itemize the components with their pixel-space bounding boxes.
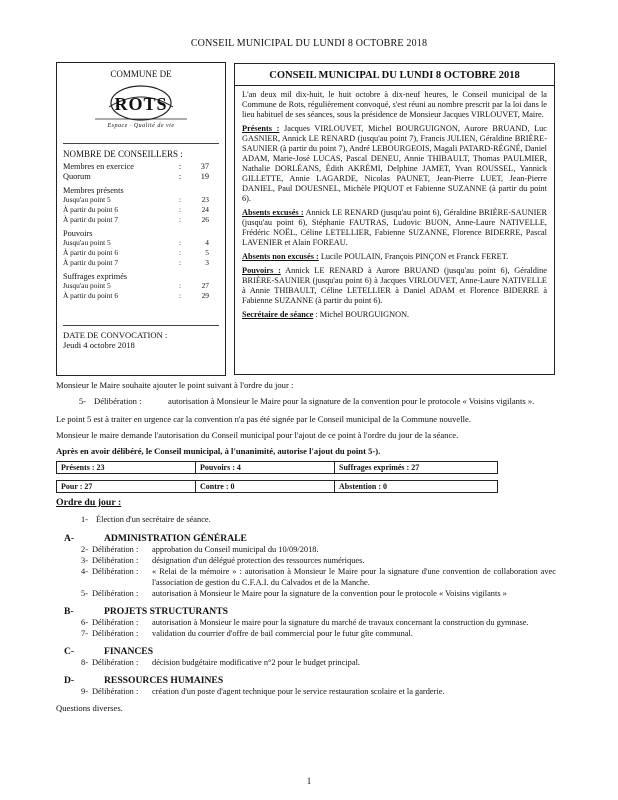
odj-item [70,544,556,555]
suffrages-colon: : [178,291,182,300]
main-body [56,380,556,714]
presents-row [63,205,219,215]
nombre-title: NOMBRE DE CONSEILLERS : [63,149,183,159]
secretaire-label: Secrétaire de séance [242,310,314,319]
vote-presents: Présents : 23 [57,462,196,474]
suffrages-row [63,281,219,291]
vote-pouvoirs: Pouvoirs : 4 [196,462,335,474]
odj-title: Ordre du jour : [56,497,122,508]
odj-text: autorisation à Monsieur le Maire pour la signature de la convention pour le protocole « Voisins vigilants » [152,589,507,598]
odj-num: 5- [81,589,88,598]
added-key: Délibération : [94,396,142,406]
quorum-value: 19 [200,172,209,181]
svg-text:ROTS: ROTS [114,94,168,114]
pouvoirs-value: 5 [205,248,209,257]
presents-value: 26 [201,215,209,224]
pouvoirs-label: À partir du point 6 [63,248,119,257]
odj-section [56,675,556,697]
section-title [56,675,556,686]
vote-abstention: Abstention : 0 [335,481,498,493]
section-title [56,646,556,657]
odj-num: 7- [81,629,88,638]
odj-text: décision budgétaire modificative n°2 pour le budget principal. [152,658,361,667]
pouvoirs-value: 4 [205,238,209,247]
section-title [56,533,556,544]
quorum-row: Quorum : 19 [63,172,219,182]
pouvoirs-text: Annick LE RENARD à Aurore BRUAND (jusqu'au point 6), Géraldine BRIÈRE-SAUNIER (jusqu'au point 6) à Jacques VIRLOUVET, Anne-Laure NATIVELLE à Annie THIBAULT, Céline LETELLIER à Daniel ADAM et Florence BIDERRE à Fabienne SUZANNE (à partir du point 6). [242,266,547,305]
odj-num: 4- [81,567,88,576]
pouvoirs-title: Pouvoirs [63,229,93,238]
section-letter: A- [64,533,75,544]
vote-contre: Contre : 0 [196,481,335,493]
membres-exercice-label: Membres en exercice [63,162,134,171]
odj-section [56,533,556,599]
odj-item [70,657,556,668]
odj-text: validation du courrier d'offre de bail commercial pour le futur gîte communal. [152,629,413,638]
suffrages-value: 27 [201,281,209,290]
suffrages-colon: : [178,281,182,290]
quorum-label: Quorum [63,172,91,181]
section-name: FINANCES [104,646,154,657]
questions-diverses: Questions diverses. [56,703,123,713]
pouvoirs-row [63,258,219,268]
convocation-section [63,330,219,350]
presents-value: 24 [201,205,209,214]
odj-item [70,617,556,628]
convocation-date: Jeudi 4 octobre 2018 [63,340,135,350]
presents-label: Jusqu'au point 5 [63,195,111,204]
odj-item [70,628,556,639]
vote-suffrages: Suffrages exprimés : 27 [335,462,498,474]
pouvoirs-colon: : [178,258,182,267]
secretaire-text: : Michel BOURGUIGNON. [313,310,410,319]
paragraph-4: Après en avoir délibéré, le Conseil municipal, à l'unanimité, autorise l'ajout du point 5-). [56,446,381,456]
pouvoirs-value: 3 [205,258,209,267]
presents-text: Jacques VIRLOUVET, Michel BOURGUIGNON, Aurore BRUAND, Luc GASNIER, Annick LE RENARD (jusqu'au point 7), Francis JULIEN, Géraldine BRIÈRE-SAUNIER (à partir du point 7), André LEBOURGEOIS, Magali PATARD-RÉGNÉ, Daniel ADAM, Marie-José LUCAS, Pascal DENEU, Annie THIBAULT, Thomas PAULMIER, Nathalie DORLÉANS, Édith AKRÉMI, Delphine JAMET, Yvan ROUSSEL, Yannick GILLETTE, Annie LAGARDE, Nicolas PAUNET, Jean-Pierre LUET, Jean-Pierre DANIEL, Paul DOUESNEL, Michèle PIQUOT et Fabienne SUZANNE (à partir du point 6). [242,124,547,203]
added-deliberation [56,396,556,407]
presents-label: Présents : [242,124,280,133]
section-letter: D- [64,675,75,686]
pouvoirs-row [63,248,219,258]
odj-key: Délibération : [92,629,139,638]
section-letter: C- [64,646,75,657]
section-name: RESSOURCES HUMAINES [104,675,224,686]
excuses-label: Absents excusés : [242,208,304,217]
odj-num: 3- [81,556,88,565]
commune-label: COMMUNE DE [110,69,172,79]
pouvoirs-label: Jusqu'au point 5 [63,238,111,247]
seance-intro: L'an deux mil dix-huit, le huit octobre à dix-neuf heures, le Conseil municipal de la Commune de Rots, régulièrement convoqué, s'est réuni au nombre prescrit par la loi dans le lieu habituel de ses séances, sous la présidence de Monsieur Jacques VIRLOUVET, Maire. [242,90,547,119]
section-title [56,606,556,617]
non-excuses-label: Absents non excusés : [242,252,319,261]
presents-colon: : [178,205,182,214]
pouvoirs-paragraph [242,266,547,306]
convocation-title: DATE DE CONVOCATION : [63,330,168,340]
odj-num: 1- [81,515,88,524]
rots-logo [91,83,191,123]
odj-num: 8- [81,658,88,667]
presents-paragraph [242,124,547,204]
presents-row [63,195,219,205]
odj-key: Délibération : [92,545,139,554]
suffrages-label: À partir du point 6 [63,291,119,300]
logo-tagline: Espace · Qualité de vie [107,123,175,129]
non-excuses-text: Lucile POULAIN, François PINÇON et Franck FERET. [318,252,509,261]
presents-colon: : [178,215,182,224]
vote-row-1 [57,462,498,474]
odj-key: Délibération : [92,618,139,627]
odj-key: Délibération : [92,567,139,576]
odj-num: 6- [81,618,88,627]
added-text: autorisation à Monsieur le Maire pour la signature de la convention pour le protocole « Voisins vigilants ». [168,396,535,406]
pouvoirs-colon: : [178,238,182,247]
vote-result-table [56,480,498,493]
odj-text: « Relai de la mémoire » : autorisation à Monsieur le Maire pour la signature d'une convention de collaboration avec l'association de gestion du C.F.A.I. du Calvados et de la Manche. [152,567,556,587]
odj-item [70,555,556,566]
paragraph-2: Le point 5 est à traiter en urgence car la convention n'a pas été signée par le Conseil municipal de la Commune nouvelle. [56,414,471,424]
pouvoirs-label: Pouvoirs : [242,266,281,275]
odj-section [56,606,556,639]
odj-text: création d'un poste d'agent technique pour le service restauration scolaire et la garderie. [152,687,445,696]
suffrages-label: Jusqu'au point 5 [63,281,111,290]
pouvoirs-row [63,238,219,248]
page-header: CONSEIL MUNICIPAL DU LUNDI 8 OCTOBRE 2018 [190,38,428,49]
odj-item [70,686,556,697]
odj-key: Délibération : [92,687,139,696]
odj-section [56,646,556,668]
presents-label: À partir du point 6 [63,205,119,214]
odj-key: Délibération : [92,658,139,667]
vote-table [56,461,498,474]
seance-box [234,63,555,375]
non-excuses-paragraph [242,252,547,262]
page-number: 1 [306,776,312,786]
conseillers-section [63,149,219,301]
paragraph-1: Monsieur le Maire souhaite ajouter le point suivant à l'ordre du jour : [56,380,294,390]
suffrages-title: Suffrages exprimés [63,272,128,281]
odj-text: approbation du Conseil municipal du 10/09/2018. [152,545,319,554]
odj-text: Élection d'un secrétaire de séance. [96,515,211,524]
odj-key: Délibération : [92,556,139,565]
odj-item [70,588,556,599]
secretaire-paragraph [242,310,547,320]
excuses-paragraph [242,208,547,248]
paragraph-3: Monsieur le maire demande l'autorisation du Conseil municipal pour l'ajout de ce point à l'ordre du jour de la séance. [56,430,459,440]
odj-item-1 [70,514,556,525]
pouvoirs-label: À partir du point 7 [63,258,119,267]
suffrages-value: 29 [201,291,209,300]
presents-colon: : [178,195,182,204]
odj-num: 9- [81,687,88,696]
presents-value: 23 [201,195,209,204]
vote-pour: Pour : 27 [57,481,196,493]
excuses-text: Annick LE RENARD (jusqu'au point 6), Géraldine BRIÈRE-SAUNIER (jusqu'au point 6), Stéphanie FAUTRAS, Ludovic BUON, Anne-Laure NATIVELLE, Frédéric NOËL, Céline LETELLIER, Fabienne SUZANNE, Florence BIDERRE, Pascal LAVENIER et Alain FOREAU. [242,208,547,247]
pouvoirs-colon: : [178,248,182,257]
divider [63,325,219,326]
section-name: ADMINISTRATION GÉNÉRALE [104,533,247,544]
odj-num: 2- [81,545,88,554]
suffrages-row [63,291,219,301]
added-num: 5- [78,396,86,406]
odj-item [70,566,556,588]
commune-info-box [56,62,226,376]
section-letter: B- [64,606,74,617]
presents-title: Membres présents [63,186,124,195]
presents-row [63,215,219,225]
membres-exercice-value: 37 [200,162,209,171]
vote-row-2 [57,481,498,493]
seance-title: CONSEIL MUNICIPAL DU LUNDI 8 OCTOBRE 2018 [269,70,520,81]
membres-exercice-row: Membres en exercice : 37 [63,162,219,172]
divider [63,143,219,144]
odj-text: autorisation à Monsieur le maire pour la signature du marché de travaux concernant la construction du gymnase. [152,618,529,627]
presents-label: À partir du point 7 [63,215,119,224]
odj-key: Délibération : [92,589,139,598]
odj-text: désignation d'un délégué protection des ressources numériques. [152,556,365,565]
section-name: PROJETS STRUCTURANTS [104,606,228,617]
